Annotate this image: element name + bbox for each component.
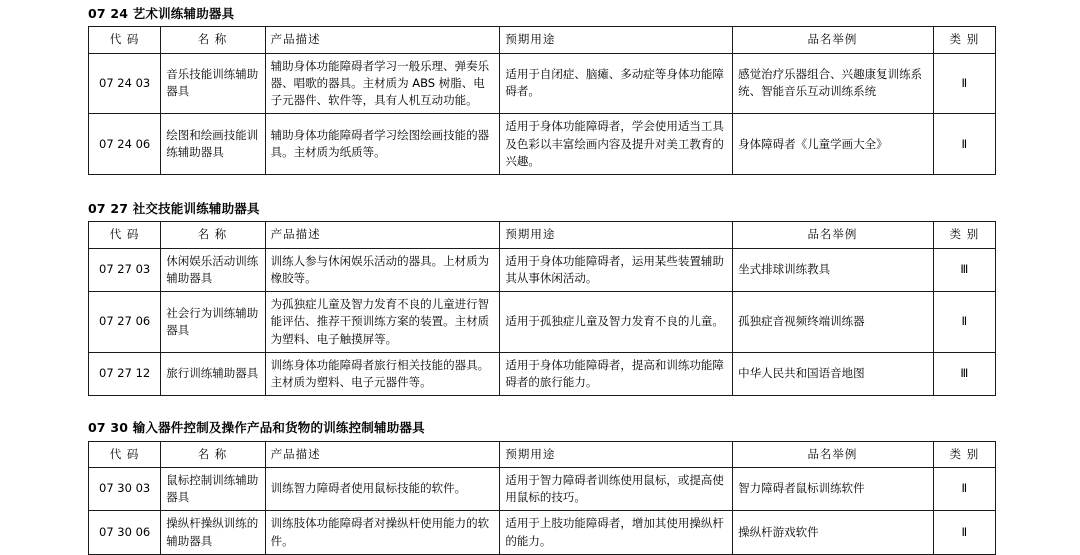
table-body bbox=[89, 53, 996, 175]
cell-description: 训练身体功能障碍者旅行相关技能的器具。主材质为塑料、电子元器件等。 bbox=[265, 352, 500, 396]
cell-class: Ⅱ bbox=[933, 114, 995, 175]
section-title: 07 30 输入器件控制及操作产品和货物的训练控制辅助器具 bbox=[88, 420, 425, 436]
column-header-example: 品名举例 bbox=[733, 27, 934, 53]
table-wrapper bbox=[0, 221, 1080, 396]
column-header-intended-use: 预期用途 bbox=[500, 222, 733, 248]
column-header-description: 产品描述 bbox=[265, 27, 500, 53]
cell-example: 操纵杆游戏软件 bbox=[733, 511, 934, 555]
cell-name: 社会行为训练辅助器具 bbox=[161, 292, 265, 353]
cell-name: 操纵杆操纵训练的辅助器具 bbox=[161, 511, 265, 555]
cell-intended-use: 适用于自闭症、脑瘫、多动症等身体功能障碍者。 bbox=[500, 53, 733, 114]
cell-name: 绘图和绘画技能训练辅助器具 bbox=[161, 114, 265, 175]
product-table bbox=[88, 221, 996, 396]
cell-class: Ⅲ bbox=[933, 248, 995, 292]
cell-class: Ⅱ bbox=[933, 292, 995, 353]
table-header-row bbox=[89, 222, 996, 248]
cell-example: 孤独症音视频终端训练器 bbox=[733, 292, 934, 353]
cell-name: 鼠标控制训练辅助器具 bbox=[161, 467, 265, 511]
table-header-row bbox=[89, 441, 996, 467]
cell-description: 训练智力障碍者使用鼠标技能的软件。 bbox=[265, 467, 500, 511]
cell-code: 07 27 03 bbox=[89, 248, 161, 292]
column-header-description: 产品描述 bbox=[265, 441, 500, 467]
column-header-name: 名 称 bbox=[161, 441, 265, 467]
section-title: 07 27 社交技能训练辅助器具 bbox=[88, 201, 260, 216]
product-table bbox=[88, 441, 996, 555]
cell-code: 07 27 12 bbox=[89, 352, 161, 396]
cell-description: 辅助身体功能障碍者学习绘图绘画技能的器具。主材质为纸质等。 bbox=[265, 114, 500, 175]
column-header-code: 代 码 bbox=[89, 222, 161, 248]
column-header-intended-use: 预期用途 bbox=[500, 27, 733, 53]
section-spacer bbox=[0, 175, 1080, 201]
column-header-class: 类 别 bbox=[933, 222, 995, 248]
table-row bbox=[89, 114, 996, 175]
table-header bbox=[89, 441, 996, 467]
section-07-30 bbox=[0, 420, 1080, 555]
table-row bbox=[89, 248, 996, 292]
section-07-24 bbox=[0, 6, 1080, 175]
table-wrapper bbox=[0, 26, 1080, 175]
cell-name: 音乐技能训练辅助器具 bbox=[161, 53, 265, 114]
cell-name: 休闲娱乐活动训练辅助器具 bbox=[161, 248, 265, 292]
column-header-code: 代 码 bbox=[89, 441, 161, 467]
column-header-name: 名 称 bbox=[161, 27, 265, 53]
cell-class: Ⅱ bbox=[933, 511, 995, 555]
table-row bbox=[89, 292, 996, 353]
cell-intended-use: 适用于身体功能障碍者，运用某些装置辅助其从事休闲活动。 bbox=[500, 248, 733, 292]
cell-class: Ⅱ bbox=[933, 467, 995, 511]
column-header-name: 名 称 bbox=[161, 222, 265, 248]
table-header-row bbox=[89, 27, 996, 53]
table-body bbox=[89, 248, 996, 396]
cell-intended-use: 适用于身体功能障碍者，提高和训练功能障碍者的旅行能力。 bbox=[500, 352, 733, 396]
table-header bbox=[89, 222, 996, 248]
column-header-intended-use: 预期用途 bbox=[500, 441, 733, 467]
column-header-example: 品名举例 bbox=[733, 222, 934, 248]
cell-class: Ⅱ bbox=[933, 53, 995, 114]
cell-code: 07 30 03 bbox=[89, 467, 161, 511]
cell-description: 辅助身体功能障碍者学习一般乐理、弹奏乐器、唱歌的器具。主材质为 ABS 树脂、电子元器件、软件等，具有人机互动功能。 bbox=[265, 53, 500, 114]
cell-name: 旅行训练辅助器具 bbox=[161, 352, 265, 396]
cell-example: 中华人民共和国语音地图 bbox=[733, 352, 934, 396]
table-row bbox=[89, 467, 996, 511]
cell-example: 坐式排球训练教具 bbox=[733, 248, 934, 292]
cell-intended-use: 适用于智力障碍者训练使用鼠标，或提高使用鼠标的技巧。 bbox=[500, 467, 733, 511]
table-wrapper bbox=[0, 441, 1080, 555]
cell-intended-use: 适用于身体功能障碍者，学会使用适当工具及色彩以丰富绘画内容及提升对美工教育的兴趣。 bbox=[500, 114, 733, 175]
section-spacer bbox=[0, 396, 1080, 420]
column-header-code: 代 码 bbox=[89, 27, 161, 53]
cell-example: 身体障碍者《儿童学画大全》 bbox=[733, 114, 934, 175]
product-table bbox=[88, 26, 996, 175]
cell-description: 为孤独症儿童及智力发育不良的儿童进行智能评估、推荐干预训练方案的装置。主材质为塑料、电子触摸屏等。 bbox=[265, 292, 500, 353]
section-title: 07 24 艺术训练辅助器具 bbox=[88, 6, 235, 21]
table-row bbox=[89, 53, 996, 114]
table-row bbox=[89, 511, 996, 555]
cell-code: 07 24 03 bbox=[89, 53, 161, 114]
column-header-example: 品名举例 bbox=[733, 441, 934, 467]
cell-code: 07 30 06 bbox=[89, 511, 161, 555]
table-row bbox=[89, 352, 996, 396]
cell-class: Ⅲ bbox=[933, 352, 995, 396]
cell-example: 感觉治疗乐器组合、兴趣康复训练系统、智能音乐互动训练系统 bbox=[733, 53, 934, 114]
cell-code: 07 24 06 bbox=[89, 114, 161, 175]
cell-example: 智力障碍者鼠标训练软件 bbox=[733, 467, 934, 511]
cell-description: 训练肢体功能障碍者对操纵杆使用能力的软件。 bbox=[265, 511, 500, 555]
cell-description: 训练人参与休闲娱乐活动的器具。上材质为橡胶等。 bbox=[265, 248, 500, 292]
cell-code: 07 27 06 bbox=[89, 292, 161, 353]
column-header-class: 类 别 bbox=[933, 27, 995, 53]
column-header-description: 产品描述 bbox=[265, 222, 500, 248]
cell-intended-use: 适用于孤独症儿童及智力发育不良的儿童。 bbox=[500, 292, 733, 353]
column-header-class: 类 别 bbox=[933, 441, 995, 467]
cell-intended-use: 适用于上肢功能障碍者，增加其使用操纵杆的能力。 bbox=[500, 511, 733, 555]
table-body bbox=[89, 467, 996, 554]
table-header bbox=[89, 27, 996, 53]
section-07-27 bbox=[0, 201, 1080, 396]
